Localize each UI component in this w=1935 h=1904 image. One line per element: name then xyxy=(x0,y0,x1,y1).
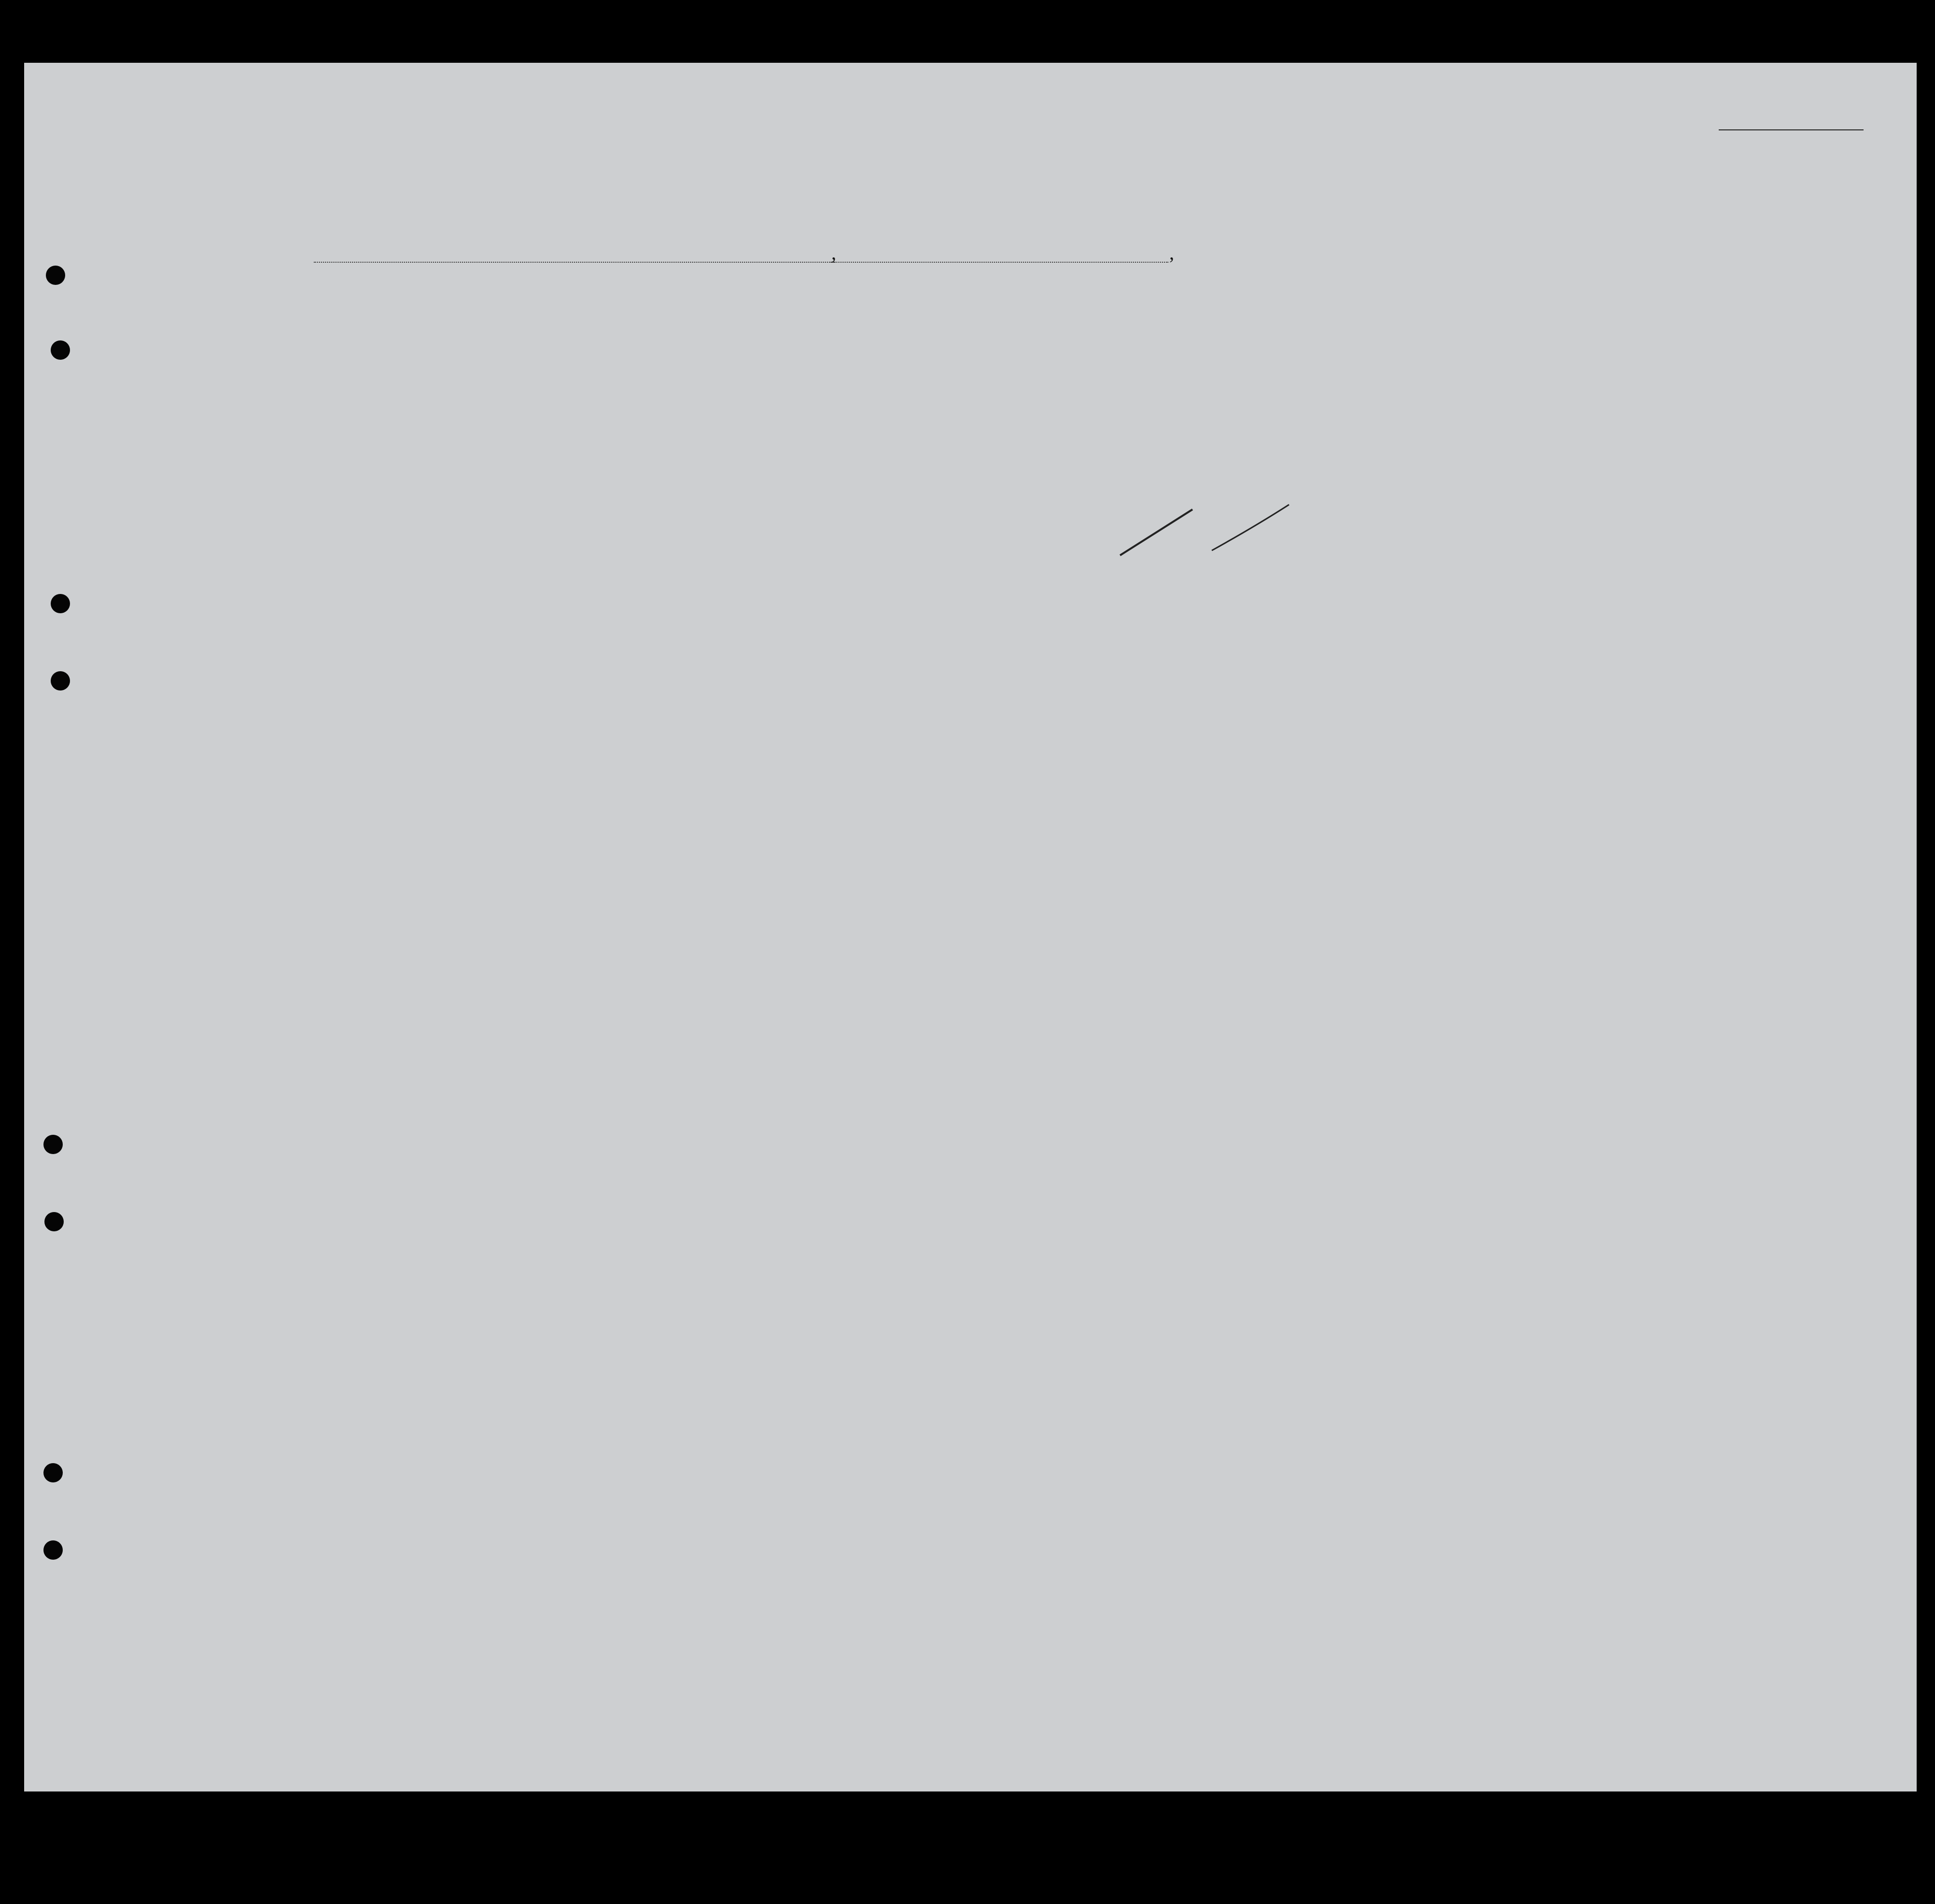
header-purpose-c xyxy=(1226,413,1253,509)
binder-hole xyxy=(44,1212,64,1231)
pen-strokes xyxy=(1110,497,1313,575)
header-inches xyxy=(1603,476,1617,514)
header-excluded xyxy=(1427,384,1444,507)
header-overthrow xyxy=(1347,384,1386,507)
binder-hole xyxy=(46,266,65,285)
binder-hole xyxy=(51,340,70,360)
header-feet xyxy=(1580,476,1594,514)
table-grid xyxy=(24,63,1917,1791)
header-prison xyxy=(1258,384,1291,507)
binder-hole xyxy=(43,1135,63,1154)
binder-hole xyxy=(51,594,70,613)
header-purpose-b xyxy=(1185,413,1214,509)
header-purpose-a xyxy=(1144,413,1173,509)
header-anarchist xyxy=(1323,384,1342,507)
manifest-sheet xyxy=(24,63,1917,1791)
binder-hole xyxy=(51,671,70,691)
header-polygamist xyxy=(1296,384,1316,507)
binder-hole xyxy=(43,1463,63,1482)
header-ticket xyxy=(553,384,572,507)
date-comma: , xyxy=(1169,242,1174,264)
binder-hole xyxy=(43,1540,63,1560)
header-money xyxy=(673,384,693,507)
port-comma: , xyxy=(831,242,836,264)
header-offer xyxy=(1395,384,1424,507)
header-arrested xyxy=(1448,384,1465,507)
